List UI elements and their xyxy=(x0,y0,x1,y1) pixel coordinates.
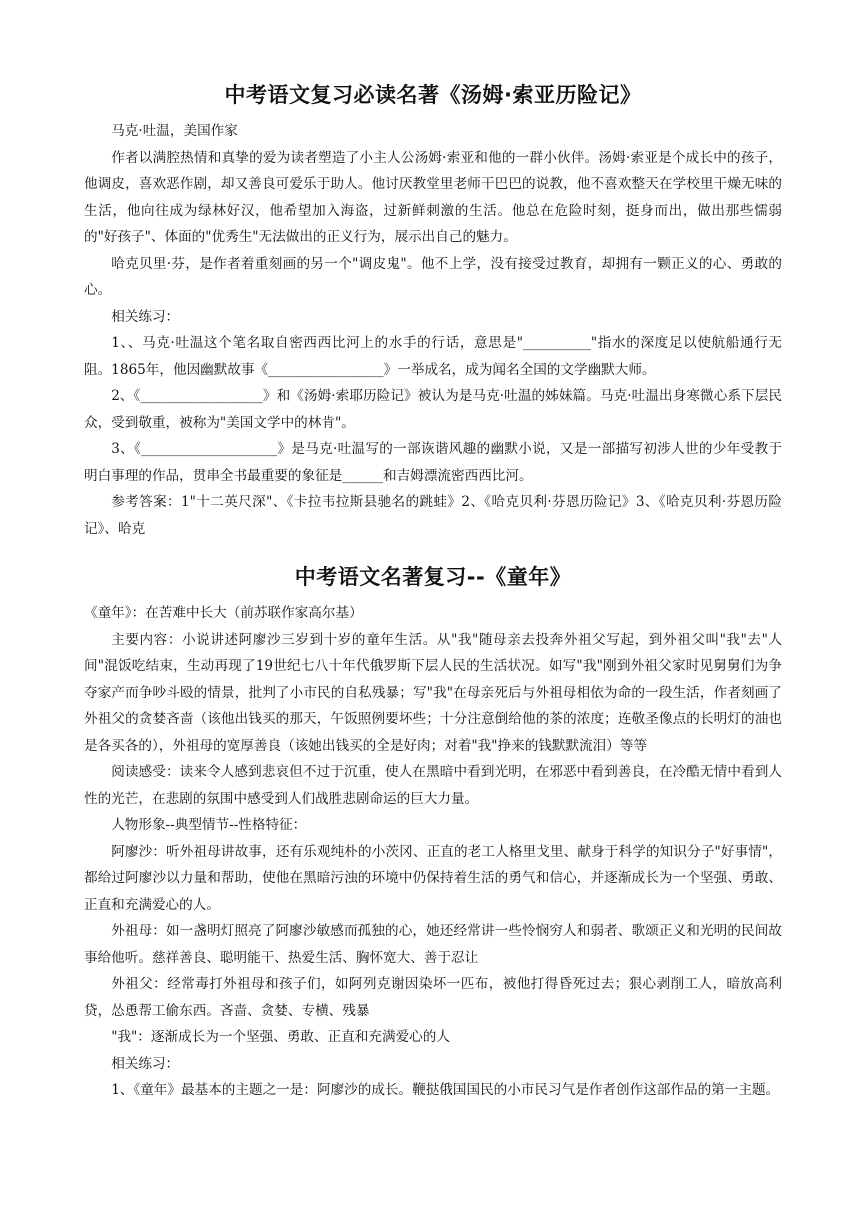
character-grandpa: 外祖父：经常毒打外祖母和孩子们，如阿列克谢因染坏一匹布，被他打得昏死过去；狠心剥削工人，暗放高利贷，怂恿帮工偷东西。吝啬、贪婪、专横、残暴 xyxy=(84,976,782,1019)
reference-answer: 参考答案：1"十二英尺深"、《卡拉韦拉斯县驰名的跳蛙》2、《哈克贝利·芬恩历险记》3、《哈克贝利·芬恩历险记》、哈克 xyxy=(84,494,782,537)
author-line: 马克·吐温，美国作家 xyxy=(111,123,238,139)
main-content: 主要内容：小说讲述阿廖沙三岁到十岁的童年生活。从"我"随母亲去投奔外祖父写起，到外祖父叫"我"去"人间"混饭吃结束，生动再现了19世纪七八十年代俄罗斯下层人民的生活状况。如写"我"刚到外祖父家时见舅舅们为争夺家产而争吵斗殴的情景，批判了小市民的自私残暴；写"我"在母亲死后与外祖母相依为命的一段生活，作者刻画了外祖父的贪婪吝啬（该他出钱买的那天，午饭照例要坏些；十分注意倒给他的茶的浓度；连敬圣像点的长明灯的油也是各买各的），外祖母的宽厚善良（该她出钱买的全是好肉；对着"我"挣来的钱默默流泪）等等 xyxy=(84,631,782,754)
character-grandma: 外祖母：如一盏明灯照亮了阿廖沙敏感而孤独的心，她还经常讲一些怜悯穷人和弱者、歌颂正义和光明的民间故事给他听。慈祥善良、聪明能干、热爱生活、胸怀宽大、善于忍让 xyxy=(84,923,782,966)
huck-description: 哈克贝里·芬，是作者着重刻画的另一个"调皮鬼"。他不上学，没有接受过教育，却拥有一颗正义的心、勇敢的心。 xyxy=(84,255,782,298)
practice-label-2: 相关练习： xyxy=(111,1055,180,1072)
question-2: 2、《__________________》和《汤姆·索耶历险记》被认为是马克·吐温的姊妹篇。马克·吐温出身寒微心系下层民众，受到敬重，被称为"美国文学中的林肯"。 xyxy=(84,388,782,431)
question-3: 3、《____________________》是马克·吐温写的一部诙谐风趣的幽默小说，又是一部描写初涉人世的少年受教于明白事理的作品，贯串全书最重要的象征是______和吉姆漂流密西西比河。 xyxy=(84,441,782,484)
reading-feeling: 阅读感受：读来令人感到悲哀但不过于沉重，使人在黑暗中看到光明，在邪恶中看到善良，在冷酷无情中看到人性的光芒，在悲剧的氛围中感受到人们战胜悲剧命运的巨大力量。 xyxy=(84,764,782,807)
character-aliosha: 阿廖沙：听外祖母讲故事，还有乐观纯朴的小茨冈、正直的老工人格里戈里、献身于科学的知识分子"好事情"，都给过阿廖沙以力量和帮助，使他在黑暗污浊的环境中仍保持着生活的勇气和信心，并逐渐成长为一个坚强、勇敢、正直和充满爱心的人。 xyxy=(84,843,782,913)
section2-subtitle: 《童年》：在苦难中长大（前苏联作家高尔基） xyxy=(84,605,363,621)
character-label: 人物形象--典型情节--性格特征： xyxy=(111,817,307,833)
section2-title: 中考语文名著复习--《童年》 xyxy=(294,565,572,589)
tom-description: 作者以满腔热情和真挚的爱为读者塑造了小主人公汤姆·索亚和他的一群小伙伴。汤姆·索亚是个成长中的孩子，他调皮，喜欢恶作剧，却又善良可爱乐于助人。他讨厌教堂里老师干巴巴的说教，他不喜欢整天在学校里干燥无味的生活，他向往成为绿林好汉，他希望加入海盗，过新鲜刺激的生活。他总在危险时刻，挺身而出，做出那些懦弱的"好孩子"、体面的"优秀生"无法做出的正义行为，展示出自己的魅力。 xyxy=(84,149,782,245)
character-me: "我"：逐渐成长为一个坚强、勇敢、正直和充满爱心的人 xyxy=(111,1029,450,1045)
practice-label: 相关练习： xyxy=(111,308,180,325)
question-1: 1、、马克·吐温这个笔名取自密西西比河上的水手的行话，意思是"__________"指水的深度足以使航船通行无阻。1865年，他因幽默故事《_________________》一举成名，成为闻名全国的文学幽默大师。 xyxy=(84,335,782,378)
question-childhood-1: 1、《童年》最基本的主题之一是：阿廖沙的成长。鞭挞俄国国民的小市民习气是作者创作这部作品的第一主题。 xyxy=(111,1082,780,1098)
section1-title: 中考语文复习必读名著《汤姆·索亚历险记》 xyxy=(224,83,642,107)
